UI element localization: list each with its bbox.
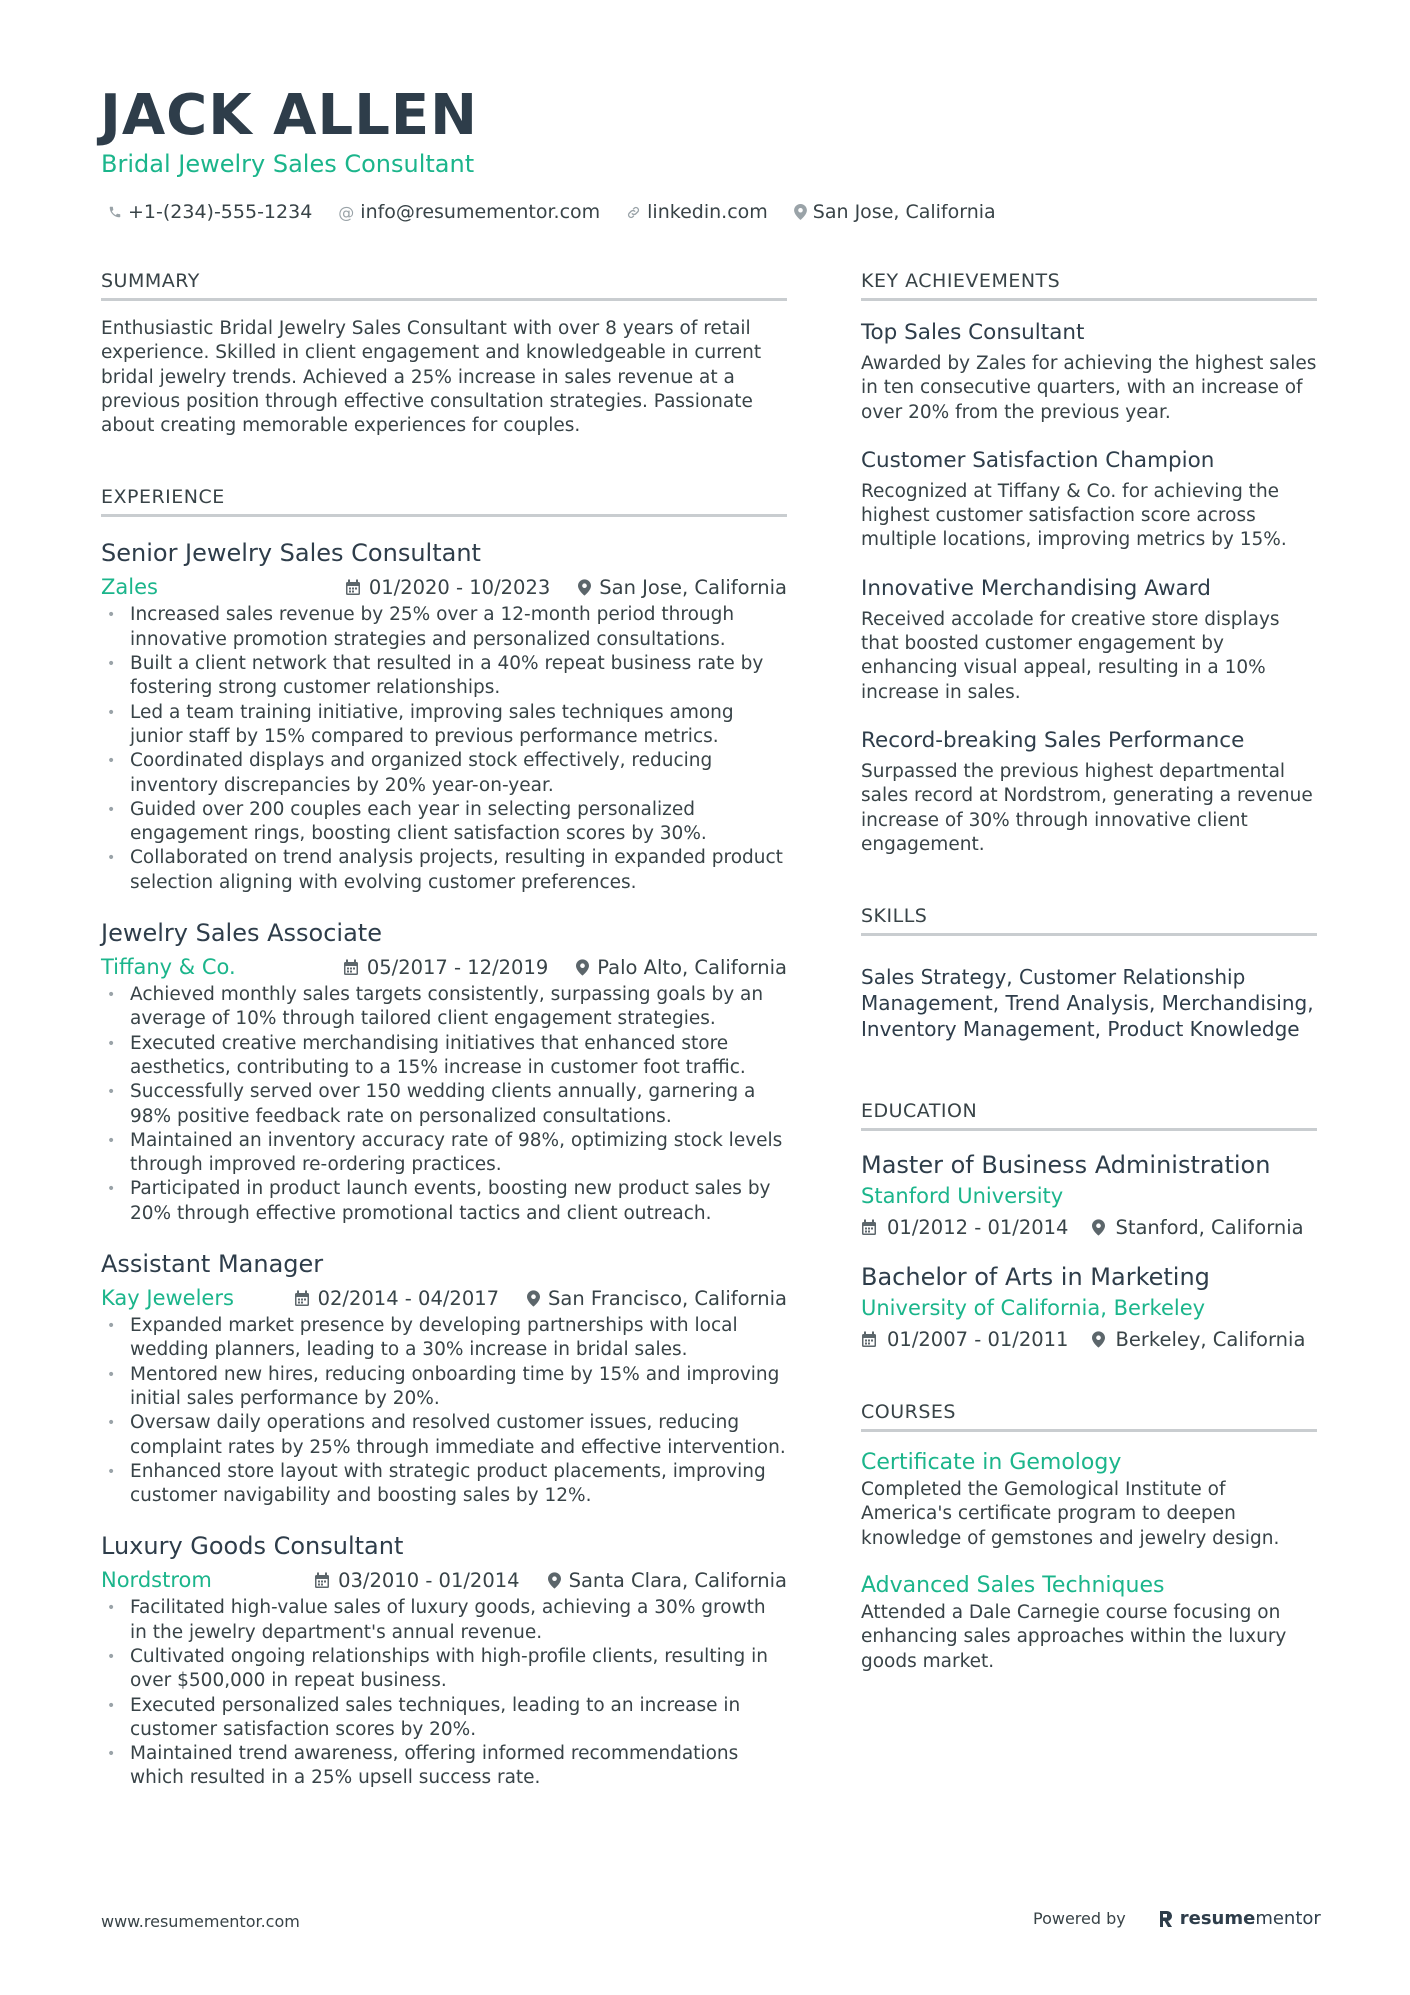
calendar-icon bbox=[314, 1572, 330, 1589]
brand-name-light: mentor bbox=[1255, 1908, 1321, 1929]
education-location: Berkeley, California bbox=[1115, 1327, 1306, 1351]
candidate-title: Bridal Jewelry Sales Consultant bbox=[101, 150, 475, 178]
job-title: Assistant Manager bbox=[101, 1250, 324, 1279]
job-meta bbox=[101, 571, 787, 603]
email-text[interactable]: info@resumementor.com bbox=[360, 201, 601, 223]
job-bullet: • Facilitated high-value sales of luxury goods, achieving a 30% growth in the jewelry department's annual revenue. bbox=[101, 1596, 787, 1645]
job-title: Luxury Goods Consultant bbox=[101, 1532, 404, 1561]
job-meta bbox=[101, 951, 787, 983]
course-item bbox=[861, 1571, 1317, 1674]
education-degree: Master of Business Administration bbox=[861, 1151, 1271, 1180]
resumementor-logo-icon bbox=[1158, 1909, 1174, 1929]
brand-name-bold: resume bbox=[1179, 1908, 1256, 1929]
job-entry bbox=[101, 1248, 787, 1508]
job-dates: 02/2014 - 04/2017 bbox=[317, 1286, 500, 1310]
link-icon bbox=[626, 205, 641, 220]
job-bullet: • Mentored new hires, reducing onboarding time by 15% and improving initial sales performance by 20%. bbox=[101, 1363, 787, 1412]
contact-email bbox=[338, 201, 600, 223]
contact-location bbox=[794, 201, 996, 223]
job-company: Kay Jewelers bbox=[101, 1286, 234, 1311]
job-bullet: • Maintained trend awareness, offering informed recommendations which resulted in a 25% upsell success rate. bbox=[101, 1742, 787, 1791]
job-dates: 05/2017 - 12/2019 bbox=[366, 955, 549, 979]
job-location: Santa Clara, California bbox=[568, 1568, 787, 1592]
powered-by bbox=[1033, 1908, 1321, 1929]
map-pin-icon bbox=[578, 579, 591, 596]
skills-heading: SKILLS bbox=[861, 903, 1317, 936]
job-bullet: • Enhanced store layout with strategic product placements, improving customer navigability and boosting sales by 12%. bbox=[101, 1460, 787, 1509]
job-location: San Francisco, California bbox=[548, 1286, 787, 1310]
job-location: Palo Alto, California bbox=[597, 955, 787, 979]
achievements-heading: KEY ACHIEVEMENTS bbox=[861, 268, 1317, 301]
map-pin-icon bbox=[1092, 1331, 1105, 1348]
job-bullet: • Participated in product launch events, boosting new product sales by 20% through effective promotional tactics and client outreach. bbox=[101, 1177, 787, 1226]
job-meta bbox=[101, 1282, 787, 1314]
summary-heading: SUMMARY bbox=[101, 268, 787, 301]
achievement-text: Awarded by Zales for achieving the highest sales in ten consecutive quarters, with an increase of over 20% from the previous year. bbox=[861, 353, 1317, 423]
summary-text: Enthusiastic Bridal Jewelry Sales Consultant with over 8 years of retail experience. Skilled in client engagement and knowledgeable in current bridal jewelry trends. Achieved a 25% increase in sales revenue at a previous position through effective consultation strategies. Passionate about creating memorable experiences for couples. bbox=[101, 318, 762, 437]
calendar-icon bbox=[861, 1219, 877, 1236]
map-pin-icon bbox=[1092, 1219, 1105, 1236]
experience-heading: EXPERIENCE bbox=[101, 484, 787, 517]
map-pin-icon bbox=[794, 204, 807, 220]
job-bullet: • Oversaw daily operations and resolved customer issues, reducing complaint rates by 25% through immediate and effective intervention. bbox=[101, 1411, 787, 1460]
education-school: Stanford University bbox=[861, 1184, 1064, 1209]
course-title: Advanced Sales Techniques bbox=[861, 1573, 1165, 1599]
calendar-icon bbox=[343, 959, 359, 976]
job-location: San Jose, California bbox=[599, 575, 787, 599]
job-title: Senior Jewelry Sales Consultant bbox=[101, 539, 481, 568]
achievement-title: Customer Satisfaction Champion bbox=[861, 447, 1215, 473]
achievement-title: Record-breaking Sales Performance bbox=[861, 727, 1245, 753]
job-entry bbox=[101, 917, 787, 1226]
achievement-item bbox=[861, 317, 1317, 425]
calendar-icon bbox=[294, 1290, 310, 1307]
achievement-item bbox=[861, 445, 1317, 553]
education-degree: Bachelor of Arts in Marketing bbox=[861, 1263, 1210, 1292]
contact-phone bbox=[108, 201, 312, 223]
brand-logo[interactable] bbox=[1158, 1908, 1321, 1929]
job-entry bbox=[101, 537, 787, 895]
education-location: Stanford, California bbox=[1115, 1215, 1304, 1239]
education-meta bbox=[861, 1323, 1317, 1355]
education-item bbox=[861, 1261, 1317, 1355]
job-company: Nordstrom bbox=[101, 1568, 212, 1593]
calendar-icon bbox=[345, 579, 361, 596]
education-school: University of California, Berkeley bbox=[861, 1296, 1206, 1321]
job-bullet: • Coordinated displays and organized stock effectively, reducing inventory discrepancies by 20% year-on-year. bbox=[101, 749, 787, 798]
job-bullet: • Achieved monthly sales targets consistently, surpassing goals by an average of 10% through tailored client engagement strategies. bbox=[101, 983, 787, 1032]
education-heading: EDUCATION bbox=[861, 1098, 1317, 1131]
footer-url[interactable]: www.resumementor.com bbox=[101, 1912, 300, 1931]
job-title: Jewelry Sales Associate bbox=[101, 919, 382, 948]
linkedin-text[interactable]: linkedin.com bbox=[647, 201, 768, 223]
achievement-text: Surpassed the previous highest departmental sales record at Nordstrom, generating a revenue increase of 30% through innovative client engagement. bbox=[861, 760, 1313, 855]
skills-text: Sales Strategy, Customer Relationship Management, Trend Analysis, Merchandising, Inventory Management, Product Knowledge bbox=[861, 965, 1314, 1042]
right-column bbox=[861, 268, 1317, 1674]
achievement-item bbox=[861, 725, 1317, 857]
job-company: Tiffany & Co. bbox=[101, 955, 236, 980]
job-bullet: • Successfully served over 150 wedding clients annually, garnering a 98% positive feedback rate on personalized consultations. bbox=[101, 1080, 787, 1129]
calendar-icon bbox=[861, 1331, 877, 1348]
job-bullets bbox=[101, 1596, 787, 1790]
achievement-text: Recognized at Tiffany & Co. for achieving the highest customer satisfaction score across multiple locations, improving metrics by 15%. bbox=[861, 480, 1287, 551]
at-icon: @ bbox=[338, 202, 355, 222]
powered-by-label: Powered by bbox=[1033, 1909, 1126, 1928]
job-bullet: • Increased sales revenue by 25% over a 12-month period through innovative promotion strategies and personalized consultations. bbox=[101, 603, 787, 652]
course-text: Attended a Dale Carnegie course focusing on enhancing sales approaches within the luxury goods market. bbox=[861, 1602, 1287, 1672]
job-bullet: • Executed personalized sales techniques, leading to an increase in customer satisfaction scores by 20%. bbox=[101, 1694, 787, 1743]
achievement-title: Top Sales Consultant bbox=[861, 320, 1085, 345]
job-dates: 03/2010 - 01/2014 bbox=[338, 1568, 520, 1592]
job-bullet: • Guided over 200 couples each year in selecting personalized engagement rings, boosting client satisfaction scores by 30%. bbox=[101, 798, 787, 847]
achievement-title: Innovative Merchandising Award bbox=[861, 575, 1211, 601]
contact-linkedin bbox=[626, 201, 768, 223]
map-pin-icon bbox=[527, 1290, 540, 1307]
location-text: San Jose, California bbox=[812, 201, 996, 223]
job-dates: 01/2020 - 10/2023 bbox=[368, 575, 551, 599]
job-bullet: • Executed creative merchandising initiatives that enhanced store aesthetics, contributing to a 15% increase in customer foot traffic. bbox=[101, 1032, 787, 1081]
job-bullet: • Expanded market presence by developing partnerships with local wedding planners, leading to a 30% increase in bridal sales. bbox=[101, 1314, 787, 1363]
achievement-item bbox=[861, 573, 1317, 705]
job-company: Zales bbox=[101, 575, 158, 600]
achievement-text: Received accolade for creative store displays that boosted customer engagement by enhancing visual appeal, resulting in a 10% increase in sales. bbox=[861, 608, 1280, 703]
course-title: Certificate in Gemology bbox=[861, 1450, 1122, 1476]
job-bullet: • Cultivated ongoing relationships with high-profile clients, resulting in over $500,000 in repeat business. bbox=[101, 1645, 787, 1694]
job-bullets bbox=[101, 603, 787, 895]
map-pin-icon bbox=[548, 1572, 561, 1589]
job-entry bbox=[101, 1530, 787, 1790]
job-bullet: • Maintained an inventory accuracy rate of 98%, optimizing stock levels through improved re-ordering practices. bbox=[101, 1129, 787, 1178]
phone-icon bbox=[108, 205, 122, 219]
courses-heading: COURSES bbox=[861, 1399, 1317, 1432]
left-column bbox=[101, 268, 787, 1791]
candidate-name: JACK ALLEN bbox=[100, 83, 478, 148]
phone-text[interactable]: +1-(234)-555-1234 bbox=[128, 201, 313, 223]
contact-bar bbox=[108, 198, 1022, 226]
course-item bbox=[861, 1448, 1317, 1551]
education-dates: 01/2007 - 01/2011 bbox=[887, 1327, 1069, 1351]
course-text: Completed the Gemological Institute of America's certificate program to deepen knowledge of gemstones and jewelry design. bbox=[861, 1479, 1280, 1549]
job-bullet: • Collaborated on trend analysis projects, resulting in expanded product selection aligning with evolving customer preferences. bbox=[101, 846, 787, 895]
job-bullets bbox=[101, 1314, 787, 1508]
job-bullet: • Built a client network that resulted in a 40% repeat business rate by fostering strong customer relationships. bbox=[101, 652, 787, 701]
education-dates: 01/2012 - 01/2014 bbox=[887, 1215, 1069, 1239]
job-meta bbox=[101, 1564, 787, 1596]
education-meta bbox=[861, 1211, 1317, 1243]
map-pin-icon bbox=[576, 959, 589, 976]
education-item bbox=[861, 1149, 1317, 1243]
job-bullets bbox=[101, 983, 787, 1226]
job-bullet: • Led a team training initiative, improving sales techniques among junior staff by 15% compared to previous performance metrics. bbox=[101, 701, 787, 750]
